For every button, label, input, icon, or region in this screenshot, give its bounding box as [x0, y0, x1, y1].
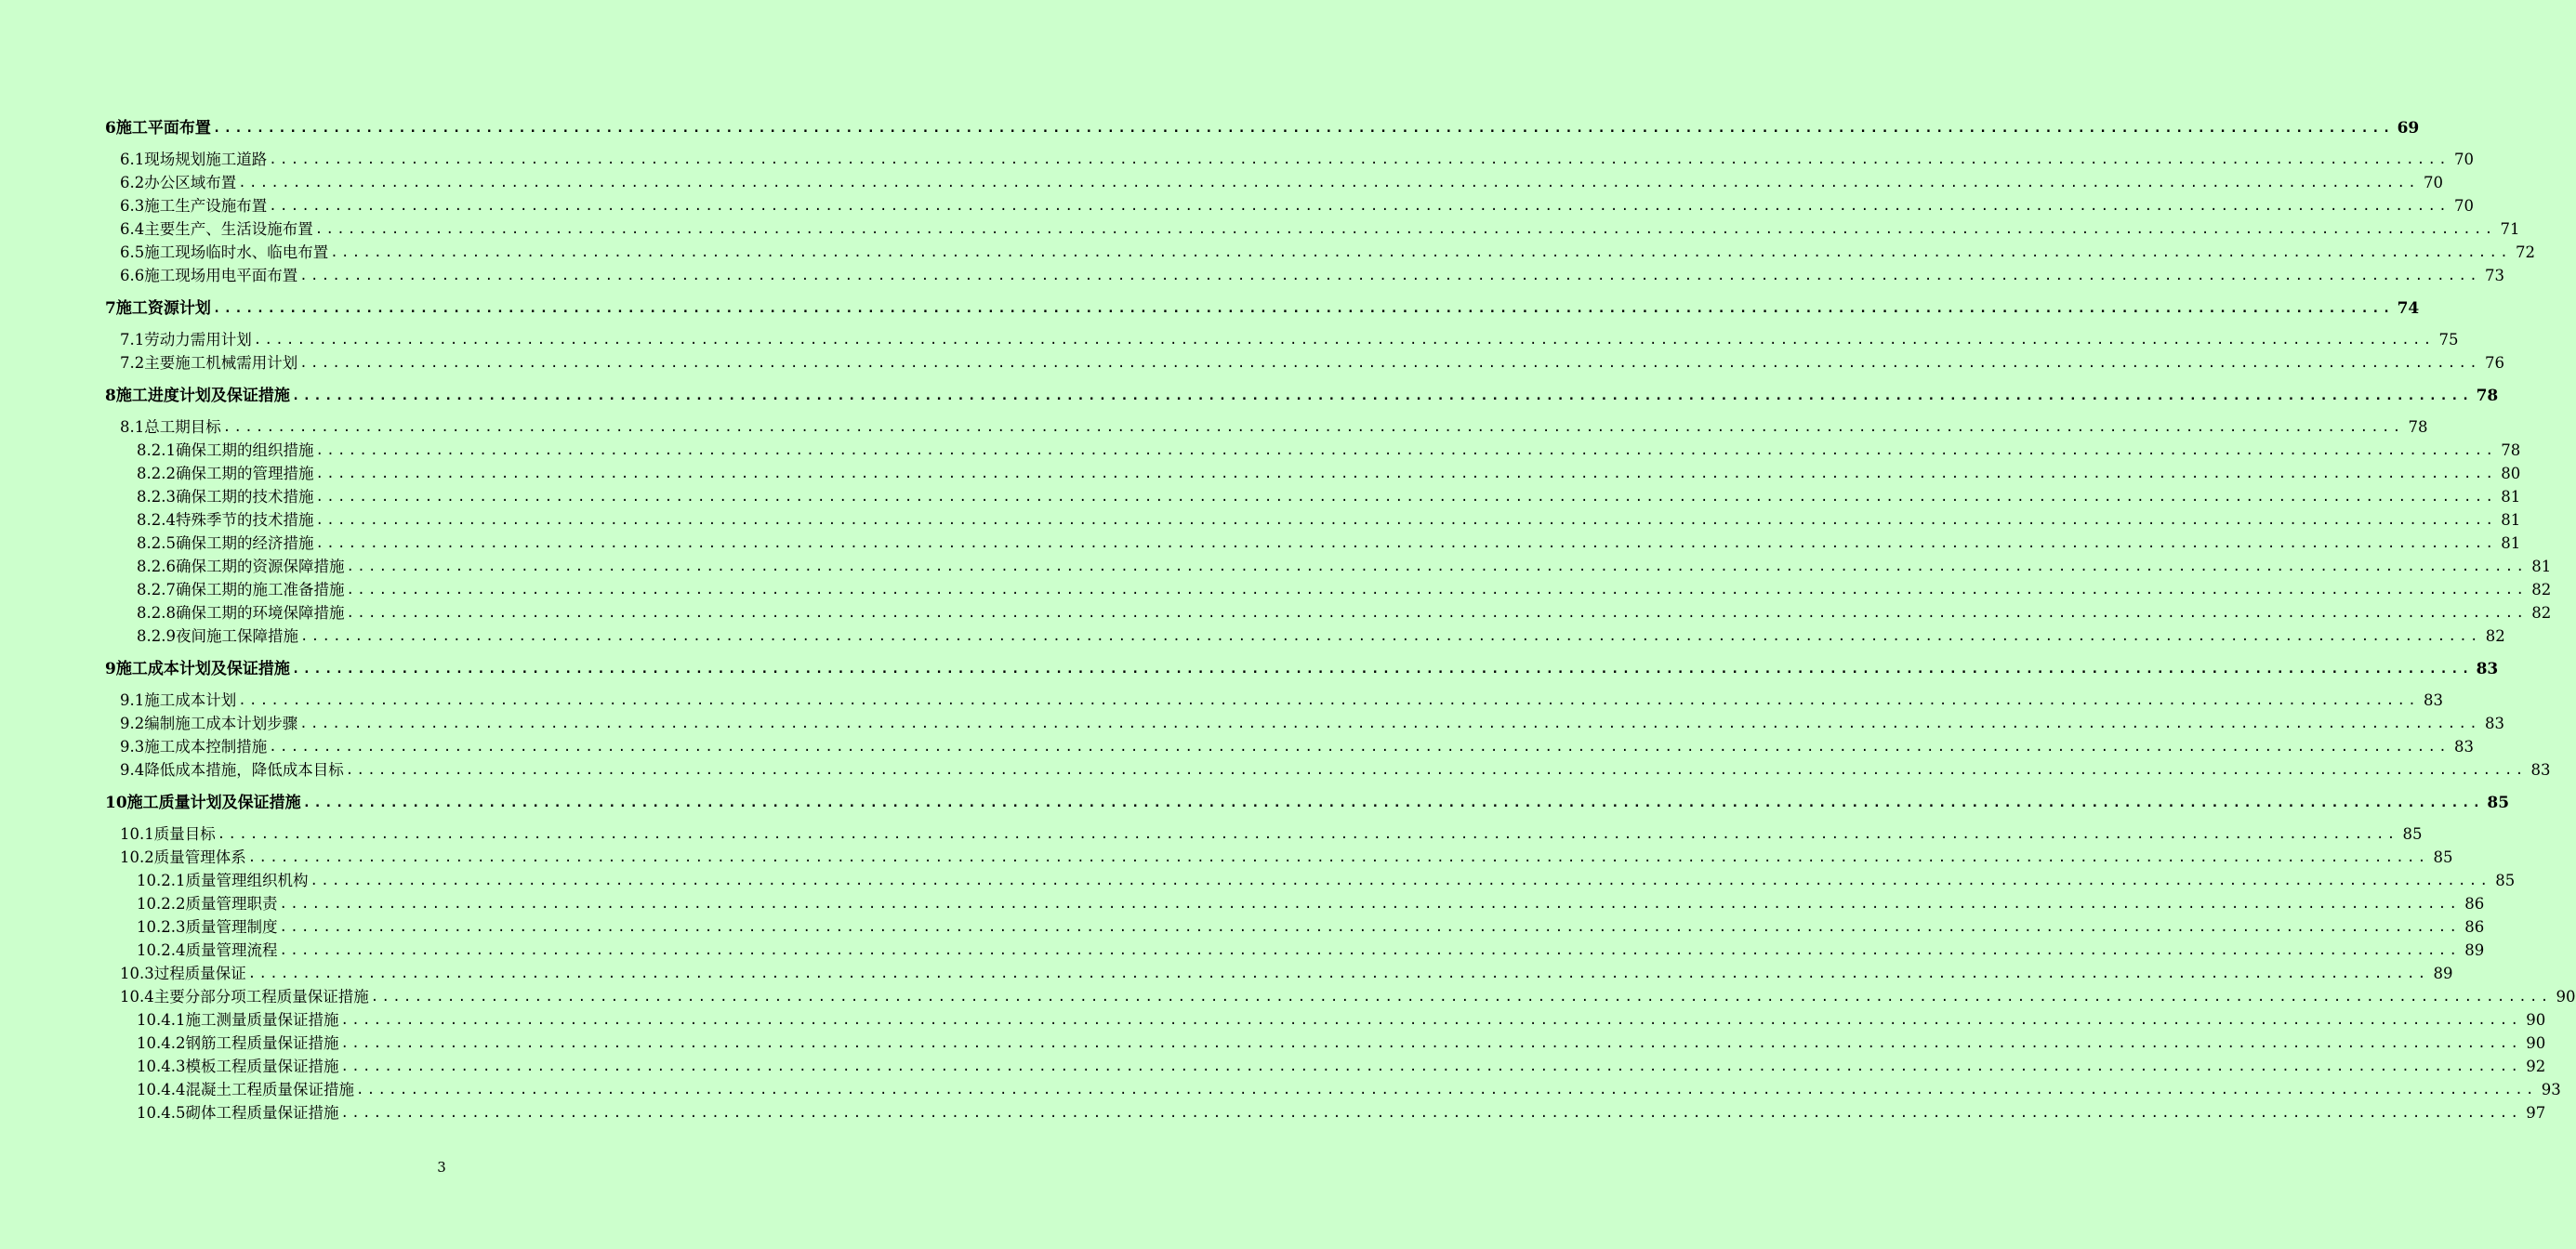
toc-page-number: 83	[2424, 691, 2443, 709]
toc-entry[interactable]	[0, 986, 2576, 1008]
dot-leader: ........................................................................................................................................................................................................	[238, 176, 2419, 191]
toc-page-number: 85	[2495, 872, 2516, 889]
toc-number: 6.4	[120, 220, 145, 238]
toc-entry[interactable]	[0, 532, 2521, 555]
toc-entry[interactable]	[0, 486, 2521, 508]
toc-entry[interactable]	[0, 242, 2535, 264]
toc-title: 施工测量质量保证措施	[185, 1011, 339, 1029]
toc-title: 主要分部分项工程质量保证措施	[153, 988, 369, 1006]
toc-entry[interactable]	[0, 218, 2520, 241]
toc-number: 8.2.1	[137, 441, 176, 459]
toc-title: 质量管理组织机构	[185, 872, 309, 889]
toc-title: 主要施工机械需用计划	[144, 354, 298, 372]
toc-page-number: 81	[2501, 488, 2521, 506]
toc-page-number: 93	[2541, 1081, 2561, 1098]
toc-title: 确保工期的施工准备措施	[175, 581, 345, 598]
toc-number: 6.6	[120, 267, 145, 284]
dot-leader: ........................................................................................................................................................................................................	[315, 513, 2497, 528]
toc-title: 主要生产、生活设施布置	[144, 220, 313, 238]
dot-leader: ........................................................................................................................................................................................................	[340, 1106, 2522, 1121]
toc-number: 6.5	[120, 243, 145, 261]
toc-entry[interactable]	[0, 172, 2443, 194]
toc-title: 模板工程质量保证措施	[185, 1058, 339, 1075]
toc-number: 6.1	[120, 151, 145, 168]
toc-title: 质量管理体系	[153, 848, 246, 866]
toc-title: 施工现场临时水、临电布置	[144, 243, 329, 261]
toc-title: 施工成本控制措施	[144, 738, 268, 756]
toc-number: 8.2.7	[137, 581, 176, 598]
toc-title: 确保工期的资源保障措施	[175, 558, 345, 575]
toc-title: 确保工期的管理措施	[175, 465, 314, 482]
toc-chapter[interactable]	[0, 297, 2420, 320]
dot-leader: ........................................................................................................................................................................................................	[247, 966, 2429, 981]
toc-number: 8	[105, 387, 116, 405]
toc-page-number: 83	[2530, 761, 2551, 779]
toc-entry[interactable]	[0, 759, 2551, 782]
dot-leader: ........................................................................................................................................................................................................	[269, 152, 2450, 167]
toc-entry[interactable]	[0, 1056, 2546, 1078]
toc-entry[interactable]	[0, 625, 2505, 648]
toc-page-number: 90	[2526, 1034, 2546, 1052]
dot-leader: ........................................................................................................................................................................................................	[314, 222, 2496, 237]
toc-entry[interactable]	[0, 509, 2521, 532]
toc-page-number: 85	[2487, 794, 2510, 812]
toc-number: 10.4.1	[137, 1011, 186, 1029]
toc-page-number: 72	[2516, 243, 2535, 261]
dot-leader: ........................................................................................................................................................................................................	[302, 795, 2484, 810]
toc-number: 7	[105, 299, 116, 318]
toc-number: 8.2.3	[137, 488, 176, 506]
toc-number: 10.2.1	[137, 872, 186, 889]
toc-page-number: 89	[2464, 941, 2485, 959]
toc-page-number: 83	[2485, 715, 2504, 732]
dot-leader: ........................................................................................................................................................................................................	[238, 693, 2419, 708]
toc-title: 确保工期的经济措施	[175, 534, 314, 552]
toc-number: 10.2.2	[137, 895, 186, 913]
dot-leader: ........................................................................................................................................................................................................	[212, 121, 2394, 136]
toc-entry[interactable]	[0, 916, 2485, 939]
toc-number: 8.2.5	[137, 534, 176, 552]
toc-entry[interactable]	[0, 463, 2521, 485]
toc-page-number: 71	[2500, 220, 2520, 238]
toc-entry[interactable]	[0, 195, 2474, 217]
dot-leader: ........................................................................................................................................................................................................	[269, 199, 2450, 214]
toc-title: 现场规划施工道路	[144, 151, 268, 168]
toc-page-number: 80	[2501, 465, 2521, 482]
toc-title: 施工成本计划	[144, 691, 237, 709]
toc-number: 10.4.2	[137, 1034, 186, 1052]
dot-leader: ........................................................................................................................................................................................................	[370, 990, 2552, 1005]
dot-leader: ........................................................................................................................................................................................................	[222, 420, 2404, 435]
toc-entry[interactable]	[0, 823, 2423, 846]
toc-number: 10.2.4	[137, 941, 186, 959]
toc-entry[interactable]	[0, 870, 2516, 892]
toc-title: 总工期目标	[144, 418, 221, 436]
dot-leader: ........................................................................................................................................................................................................	[340, 1059, 2522, 1074]
toc-title: 钢筋工程质量保证措施	[185, 1034, 339, 1052]
toc-title: 施工资源计划	[115, 299, 211, 318]
toc-entry[interactable]	[0, 416, 2428, 439]
toc-number: 10.4.4	[137, 1081, 186, 1098]
toc-entry[interactable]	[0, 847, 2453, 869]
toc-title: 施工现场用电平面布置	[144, 267, 298, 284]
toc-entry[interactable]	[0, 713, 2504, 735]
toc-entry[interactable]	[0, 149, 2474, 171]
toc-title: 质量管理流程	[185, 941, 278, 959]
toc-title: 质量管理职责	[185, 895, 278, 913]
toc-title: 确保工期的组织措施	[175, 441, 314, 459]
toc-title: 过程质量保证	[153, 965, 246, 982]
dot-leader: ........................................................................................................................................................................................................	[346, 559, 2528, 574]
toc-page-number: 82	[2531, 604, 2552, 622]
page-number: 3	[437, 1159, 446, 1176]
toc-chapter[interactable]	[0, 385, 2499, 407]
dot-leader: ........................................................................................................................................................................................................	[299, 717, 2480, 731]
toc-title: 夜间施工保障措施	[175, 627, 298, 645]
toc-title: 施工成本计划及保证措施	[115, 660, 290, 678]
toc-number: 8.2.8	[137, 604, 176, 622]
toc-page-number: 81	[2531, 558, 2552, 575]
toc-title: 降低成本措施，降低成本目标	[144, 761, 344, 779]
toc-page-number: 74	[2397, 299, 2420, 318]
toc-title: 确保工期的技术措施	[175, 488, 314, 506]
toc-number: 6.2	[120, 174, 145, 191]
toc-number: 9.4	[120, 761, 145, 779]
toc-number: 9	[105, 660, 116, 678]
toc-title: 劳动力需用计划	[144, 331, 252, 348]
toc-title: 施工平面布置	[115, 119, 211, 138]
dot-leader: ........................................................................................................................................................................................................	[279, 920, 2461, 935]
toc-entry[interactable]	[0, 940, 2485, 962]
toc-number: 9.2	[120, 715, 145, 732]
toc-page-number: 92	[2526, 1058, 2546, 1075]
dot-leader: ........................................................................................................................................................................................................	[212, 301, 2394, 316]
toc-number: 10.4.5	[137, 1104, 186, 1122]
toc-number: 10	[105, 794, 127, 812]
dot-leader: ........................................................................................................................................................................................................	[291, 662, 2473, 677]
toc-number: 6	[105, 119, 116, 138]
dot-leader: ........................................................................................................................................................................................................	[217, 827, 2398, 842]
dot-leader: ........................................................................................................................................................................................................	[310, 874, 2491, 888]
toc-page-number: 78	[2501, 441, 2521, 459]
toc-page-number: 82	[2485, 627, 2505, 645]
toc-number: 9.1	[120, 691, 145, 709]
toc-title: 施工生产设施布置	[144, 197, 268, 215]
toc-number: 7.1	[120, 331, 145, 348]
toc-entry[interactable]	[0, 265, 2504, 287]
toc-page-number: 97	[2526, 1104, 2546, 1122]
toc-title: 混凝土工程质量保证措施	[185, 1081, 354, 1098]
toc-entry[interactable]	[0, 602, 2552, 624]
toc-page-number: 82	[2531, 581, 2552, 598]
toc-chapter[interactable]	[0, 792, 2510, 814]
dot-leader: ........................................................................................................................................................................................................	[346, 583, 2528, 598]
dot-leader: ........................................................................................................................................................................................................	[315, 490, 2497, 505]
toc-title: 编制施工成本计划步骤	[144, 715, 298, 732]
toc-number: 10.4	[120, 988, 154, 1006]
dot-leader: ........................................................................................................................................................................................................	[299, 269, 2480, 283]
toc-entry[interactable]	[0, 736, 2474, 758]
toc-page-number: 69	[2397, 119, 2420, 138]
toc-title: 砌体工程质量保证措施	[185, 1104, 339, 1122]
dot-leader: ........................................................................................................................................................................................................	[291, 388, 2473, 403]
toc-page-number: 78	[2476, 387, 2499, 405]
toc-page-number: 86	[2464, 918, 2485, 936]
toc-entry[interactable]	[0, 1102, 2546, 1124]
toc-page-number: 90	[2526, 1011, 2546, 1029]
toc-title: 施工质量计划及保证措施	[126, 794, 301, 812]
toc-entry[interactable]	[0, 893, 2485, 915]
toc-page-number: 81	[2501, 534, 2521, 552]
toc-page-number: 83	[2454, 738, 2474, 756]
dot-leader: ........................................................................................................................................................................................................	[299, 356, 2480, 371]
toc-page-number: 73	[2485, 267, 2504, 284]
dot-leader: ........................................................................................................................................................................................................	[279, 943, 2461, 958]
dot-leader: ........................................................................................................................................................................................................	[330, 245, 2511, 260]
toc-title: 确保工期的环境保障措施	[175, 604, 345, 622]
toc-chapter[interactable]	[0, 658, 2499, 680]
toc-number: 10.2	[120, 848, 154, 866]
toc-number: 8.1	[120, 418, 145, 436]
toc-chapter[interactable]	[0, 117, 2420, 139]
toc-number: 8.2.2	[137, 465, 176, 482]
toc-number: 10.3	[120, 965, 154, 982]
toc-page-number: 70	[2454, 151, 2474, 168]
toc-number: 8.2.4	[137, 511, 176, 529]
toc-page-number: 81	[2501, 511, 2521, 529]
toc-page-number: 83	[2476, 660, 2499, 678]
dot-leader: ........................................................................................................................................................................................................	[253, 333, 2435, 348]
dot-leader: ........................................................................................................................................................................................................	[346, 606, 2528, 621]
toc-page-number: 78	[2408, 418, 2428, 436]
toc-number: 9.3	[120, 738, 145, 756]
toc-entry[interactable]	[0, 556, 2552, 578]
toc-number: 10.2.3	[137, 918, 186, 936]
toc-entry[interactable]	[0, 329, 2459, 351]
toc-page-number: 89	[2433, 965, 2453, 982]
dot-leader: ........................................................................................................................................................................................................	[315, 443, 2497, 458]
toc-page-number: 85	[2433, 848, 2453, 866]
dot-leader: ........................................................................................................................................................................................................	[299, 629, 2481, 644]
toc-number: 10.4.3	[137, 1058, 186, 1075]
dot-leader: ........................................................................................................................................................................................................	[355, 1083, 2537, 1098]
toc-page-number: 76	[2485, 354, 2504, 372]
toc-title: 质量目标	[153, 825, 216, 843]
toc-entry[interactable]	[0, 1009, 2546, 1032]
toc-page-number: 85	[2402, 825, 2423, 843]
toc-number: 10.1	[120, 825, 154, 843]
dot-leader: ........................................................................................................................................................................................................	[315, 536, 2497, 551]
toc-number: 8.2.6	[137, 558, 176, 575]
toc-page-number: 75	[2438, 331, 2459, 348]
toc-entry[interactable]	[0, 1079, 2561, 1101]
toc-page-number: 70	[2424, 174, 2443, 191]
toc-title: 特殊季节的技术措施	[175, 511, 314, 529]
toc-title: 质量管理制度	[185, 918, 278, 936]
toc-page-number: 90	[2556, 988, 2576, 1006]
dot-leader: ........................................................................................................................................................................................................	[340, 1036, 2522, 1051]
dot-leader: ........................................................................................................................................................................................................	[345, 763, 2527, 778]
toc-entry[interactable]	[0, 440, 2521, 462]
dot-leader: ........................................................................................................................................................................................................	[279, 897, 2461, 912]
toc-number: 6.3	[120, 197, 145, 215]
toc-title: 施工进度计划及保证措施	[115, 387, 290, 405]
toc-title: 办公区域布置	[144, 174, 237, 191]
toc-page-number: 70	[2454, 197, 2474, 215]
toc-number: 7.2	[120, 354, 145, 372]
toc-number: 8.2.9	[137, 627, 176, 645]
dot-leader: ........................................................................................................................................................................................................	[340, 1013, 2522, 1028]
dot-leader: ........................................................................................................................................................................................................	[269, 740, 2450, 755]
dot-leader: ........................................................................................................................................................................................................	[315, 467, 2497, 481]
toc-entry[interactable]	[0, 352, 2504, 375]
dot-leader: ........................................................................................................................................................................................................	[247, 850, 2429, 865]
toc-page-number: 86	[2464, 895, 2485, 913]
toc-entry[interactable]	[0, 1032, 2546, 1055]
toc-entry[interactable]	[0, 963, 2453, 985]
toc-entry[interactable]	[0, 579, 2552, 601]
toc-entry[interactable]	[0, 690, 2443, 712]
